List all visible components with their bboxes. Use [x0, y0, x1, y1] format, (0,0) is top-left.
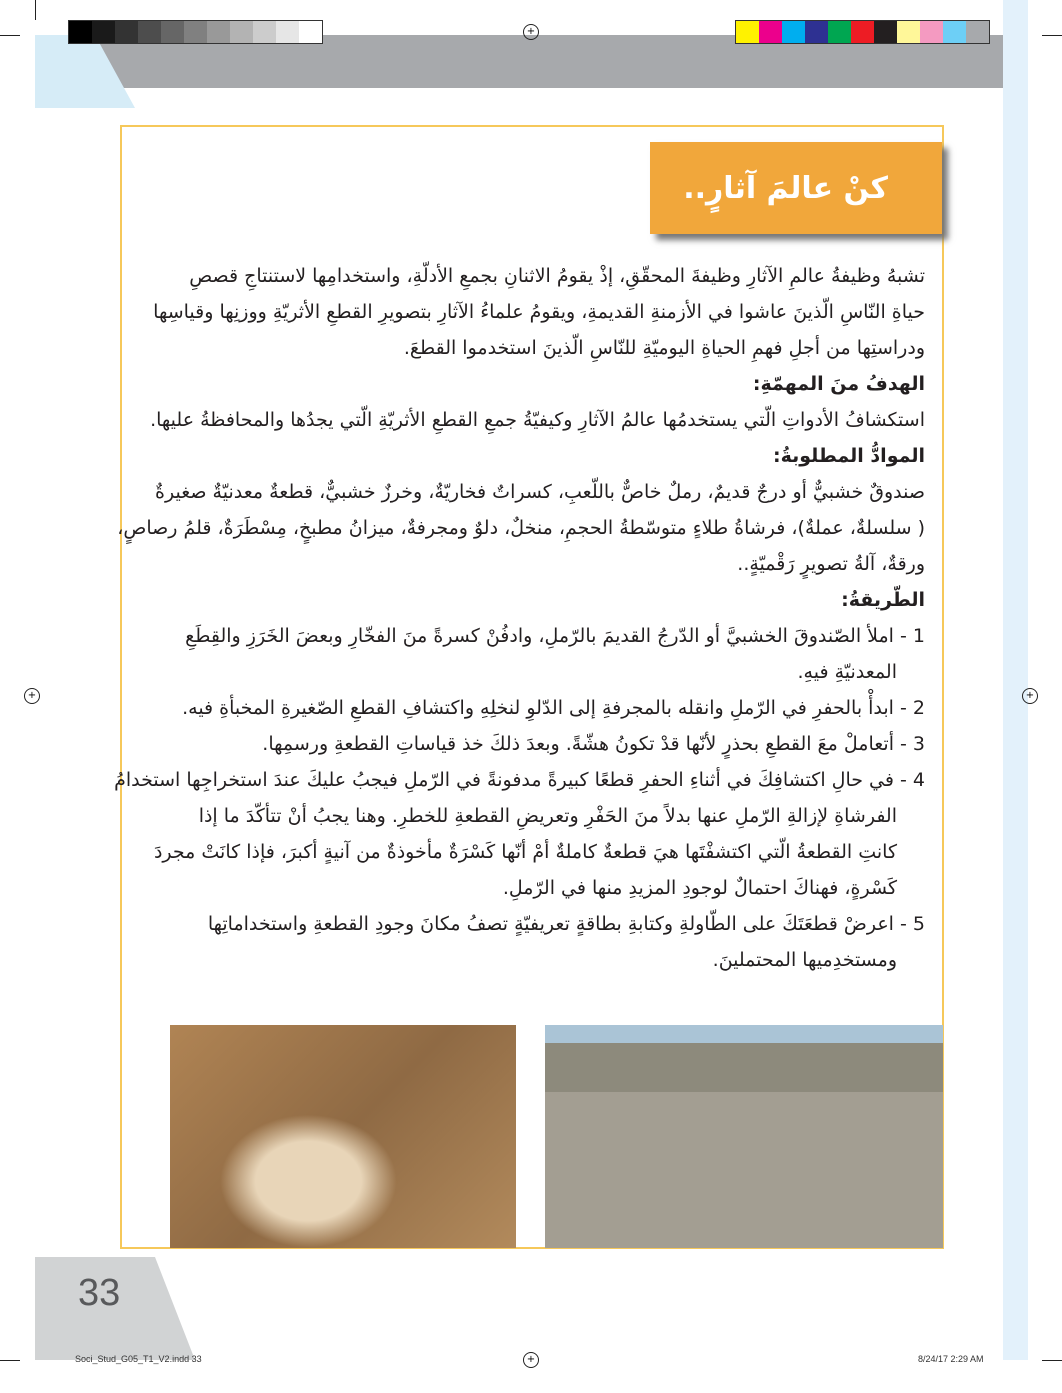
color-swatch — [759, 21, 782, 43]
materials-line: ورقةٌ، آلةُ تصويرٍ رَقْميّةٍ.. — [737, 553, 925, 575]
materials-line: صندوقٌ خشبيٌّ أو درجٌ قديمٌ، رملٌ خاصٌّ باللّعبِ، كسراتٌ فخاريّةٌ، وخرزٌ خشبيٌّ، قطعةٌ معدنيّةٌ صغيرةٌ — [155, 481, 925, 503]
goal-text: استكشافُ الأدواتِ الّتي يستخدمُها عالمُ الآثارِ وكيفيّةُ جمعِ القطعِ الأثريّةِ الّتي يجدُها والمحافظةُ عليها. — [150, 409, 925, 431]
activity-title: كنْ عالمَ آثارٍ.. — [683, 170, 888, 206]
right-margin-strip — [1003, 0, 1028, 1360]
activity-title-banner — [650, 142, 942, 234]
color-swatch — [115, 21, 138, 43]
color-swatch — [253, 21, 276, 43]
intro-line: تشبهُ وظيفةُ عالمِ الآثارِ وظيفةَ المحقّقِ، إذْ يقومُ الاثنانِ بجمعِ الأدلّةِ، واستخدامِها لاستنتاجِ قصصِ — [189, 265, 925, 287]
step-line: 5 - اعرضْ قطعَتَكَ على الطّاولةِ وكتابةِ بطاقةٍ تعريفيّةٍ تصفُ مكانَ وجودِ القطعةِ واستخداماتِها — [207, 913, 925, 935]
intro-line: ودراستِها من أجلِ فهمِ الحياةِ اليوميّةِ للنّاسِ الّذينَ استخدموا القطعَ. — [403, 337, 925, 359]
crop-mark — [0, 35, 20, 36]
color-swatch — [782, 21, 805, 43]
slug-date: 8/24/17 2:29 AM — [918, 1354, 984, 1364]
color-swatch — [828, 21, 851, 43]
color-swatch — [276, 21, 299, 43]
step-1 — [150, 618, 925, 690]
color-swatch — [874, 21, 897, 43]
color-swatch — [138, 21, 161, 43]
step-line: 1 - املأ الصّندوقَ الخشبيَّ أو الدّرجُ القديمَ بالرّملِ، وادفُنْ كسرةً منَ الفخّارِ وبعضَ الخَرَزِ والقِطَعِ — [185, 625, 925, 647]
materials-heading: الموادُّ المطلوبةُ: — [773, 445, 925, 467]
step-line: 3 - أتعاملْ معَ القطعِ بحذرٍ لأنّها قدْ تكونُ هشّةً. وبعدَ ذلكَ خذ قياساتِ القطعةِ ورسمِها. — [262, 733, 925, 755]
color-swatch — [92, 21, 115, 43]
grayscale-color-bar — [68, 20, 323, 44]
color-swatch — [230, 21, 253, 43]
crop-mark — [1042, 1360, 1062, 1361]
step-line: كانتِ القطعةُ الّتي اكتشفْتَها هيَ قطعةٌ كاملةٌ أمْ أنّها كَسْرَةٌ مأخوذةٌ من آنيةٍ أكبرَ، فإذا كانَتْ مجردَ — [153, 841, 897, 863]
step-line: 4 - في حالِ اكتشافِكَ في أثناءِ الحفرِ قطعًا كبيرةً مدفونةً في الرّملِ فيجبُ عليكَ عندَ استخراجِها استخدامُ — [114, 769, 925, 791]
process-color-bar — [735, 20, 990, 44]
step-3 — [150, 726, 925, 762]
color-swatch — [69, 21, 92, 43]
registration-mark-icon: + — [24, 688, 40, 704]
color-swatch — [805, 21, 828, 43]
crop-mark — [35, 0, 36, 20]
photo-archaeological-dig-site — [545, 1025, 943, 1248]
color-swatch — [897, 21, 920, 43]
step-line: المعدنيّةِ فيهِ. — [797, 661, 897, 683]
intro-line: حياةِ النّاسِ الّذينَ عاشوا في الأزمنةِ القديمةِ، ويقومُ علماءُ الآثارِ بتصويرِ القطعِ الأثريّةِ ووزنِها وقياسِها — [153, 301, 925, 323]
materials-line: ( سلسلةٌ، عملةٌ)، فرشاةُ طلاءٍ متوسّطةُ الحجمِ، منخلٌ، دلوٌ ومجرفةٌ، ميزانُ مطبخٍ، مِسْطَرَةٌ، قلمُ رصاصٍ، — [117, 517, 925, 539]
goal-heading: الهدفُ منَ المهمّةِ: — [752, 373, 925, 395]
color-swatch — [736, 21, 759, 43]
step-line: ومستخدِميها المحتملينَ. — [712, 949, 897, 971]
color-swatch — [920, 21, 943, 43]
crop-mark — [1042, 35, 1062, 36]
step-line: كَسْرةٍ، فهناكَ احتمالٌ لوجودِ المزيدِ منها في الرّملِ. — [502, 877, 897, 899]
page-number: 33 — [78, 1272, 121, 1314]
registration-mark-icon: + — [523, 24, 539, 40]
method-heading: الطّريقةُ: — [841, 589, 925, 611]
step-4 — [114, 762, 925, 906]
color-swatch — [851, 21, 874, 43]
step-2 — [150, 690, 925, 726]
step-5 — [150, 906, 925, 978]
slug-filename: Soci_Stud_G05_T1_V2.indd 33 — [75, 1354, 202, 1364]
color-swatch — [943, 21, 966, 43]
step-line: 2 - ابدأْ بالحفرِ في الرّملِ وانقله بالمجرفةِ إلى الدّلوِ لنخلِهِ واكتشافِ القطعِ الصّغيرةِ المخبأةِ فيه. — [182, 697, 925, 719]
activity-body — [114, 258, 925, 978]
color-swatch — [299, 21, 322, 43]
photo-brush-excavation — [170, 1025, 516, 1248]
step-line: الفرشاةِ لإزالةِ الرّملِ عنها بدلاً منَ الحَفْرِ وتعريضِ القطعةِ للخطرِ. وهنا يجبُ أنْ تتأكّدَ ما إذا — [198, 805, 897, 827]
registration-mark-icon: + — [523, 1352, 539, 1368]
registration-mark-icon: + — [1022, 688, 1038, 704]
color-swatch — [161, 21, 184, 43]
color-swatch — [207, 21, 230, 43]
color-swatch — [966, 21, 989, 43]
crop-mark — [0, 1360, 20, 1361]
color-swatch — [184, 21, 207, 43]
